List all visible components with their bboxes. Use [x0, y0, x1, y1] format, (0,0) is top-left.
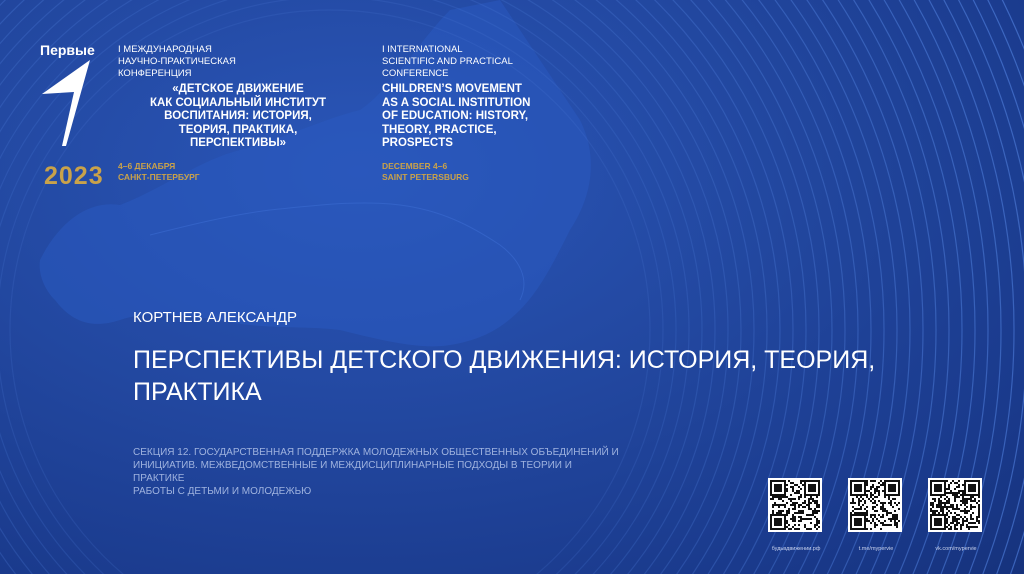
conference-title-line: AS A SOCIAL INSTITUTION [382, 96, 531, 109]
conference-info-en [382, 44, 612, 183]
logo-one-icon [40, 58, 100, 150]
conference-title-ru [114, 83, 362, 151]
conference-date-en [382, 161, 612, 183]
conference-info-ru [118, 44, 358, 183]
title-line: ПРАКТИКА [133, 378, 262, 406]
qr-code-icon [768, 478, 822, 532]
conference-place-line: САНКТ-ПЕТЕРБУРГ [118, 171, 200, 182]
conference-line: I INTERNATIONAL [382, 44, 463, 55]
qr-label: vk.com/mypervie [935, 546, 977, 552]
logo-year: 2023 [44, 162, 104, 190]
conference-title-en [382, 83, 612, 151]
conference-title-line: OF EDUCATION: HISTORY, [382, 110, 529, 122]
conference-title-line: ТЕОРИЯ, ПРАКТИКА, [178, 123, 298, 136]
conference-title-line: ВОСПИТАНИЯ: ИСТОРИЯ, [164, 110, 312, 122]
qr-code-icon [848, 478, 902, 532]
conference-date-line: 4–6 ДЕКАБРЯ [118, 160, 176, 171]
conference-line: КОНФЕРЕНЦИЯ [118, 68, 192, 79]
section-line: ИНИЦИАТИВ. МЕЖВЕДОМСТВЕННЫЕ И МЕЖДИСЦИПЛИНАРНЫЕ ПОДХОДЫ В ТЕОРИИ И ПРАКТИКЕ [133, 460, 572, 484]
conference-title-line: CHILDREN’S MOVEMENT [382, 83, 522, 95]
qr-code-telegram[interactable] [848, 478, 904, 552]
section-description [133, 446, 623, 498]
conference-title-line: THEORY, PRACTICE, [382, 123, 497, 136]
conference-title-line: PROSPECTS [382, 137, 453, 149]
conference-date-line: DECEMBER 4–6 [382, 160, 448, 171]
conference-place-line: SAINT PETERSBURG [382, 171, 469, 182]
author-name: КОРТНЕВ АЛЕКСАНДР [133, 309, 297, 326]
conference-title-line: КАК СОЦИАЛЬНЫЙ ИНСТИТУТ [149, 96, 327, 109]
conference-title-line: ПЕРСПЕКТИВЫ» [189, 137, 287, 149]
conference-date-ru [118, 161, 358, 183]
logo-wordmark: Первые [40, 42, 95, 58]
conference-line: SCIENTIFIC AND PRACTICAL [382, 56, 513, 67]
conference-line: НАУЧНО-ПРАКТИЧЕСКАЯ [118, 56, 236, 67]
section-line: РАБОТЫ С ДЕТЬМИ И МОЛОДЕЖЬЮ [133, 486, 312, 497]
conference-subtitle-ru [118, 44, 358, 80]
qr-code-icon [928, 478, 982, 532]
conference-line: CONFERENCE [382, 68, 449, 79]
section-line: СЕКЦИЯ 12. ГОСУДАРСТВЕННАЯ ПОДДЕРЖКА МОЛОДЕЖНЫХ ОБЩЕСТВЕННЫХ ОБЪЕДИНЕНИЙ И [133, 447, 619, 458]
title-line: ПЕРСПЕКТИВЫ ДЕТСКОГО ДВИЖЕНИЯ: ИСТОРИЯ, ТЕОРИЯ, [133, 346, 876, 374]
presentation-title [133, 344, 893, 408]
qr-code-vk[interactable] [928, 478, 984, 552]
qr-label: t.me/mypervie [858, 546, 894, 552]
conference-line: I МЕЖДУНАРОДНАЯ [118, 44, 212, 55]
conference-subtitle-en [382, 44, 612, 80]
conference-title-line: «ДЕТСКОЕ ДВИЖЕНИЕ [172, 83, 304, 95]
qr-code-site[interactable] [768, 478, 824, 552]
qr-label: будьвдвижении.рф [771, 546, 821, 552]
